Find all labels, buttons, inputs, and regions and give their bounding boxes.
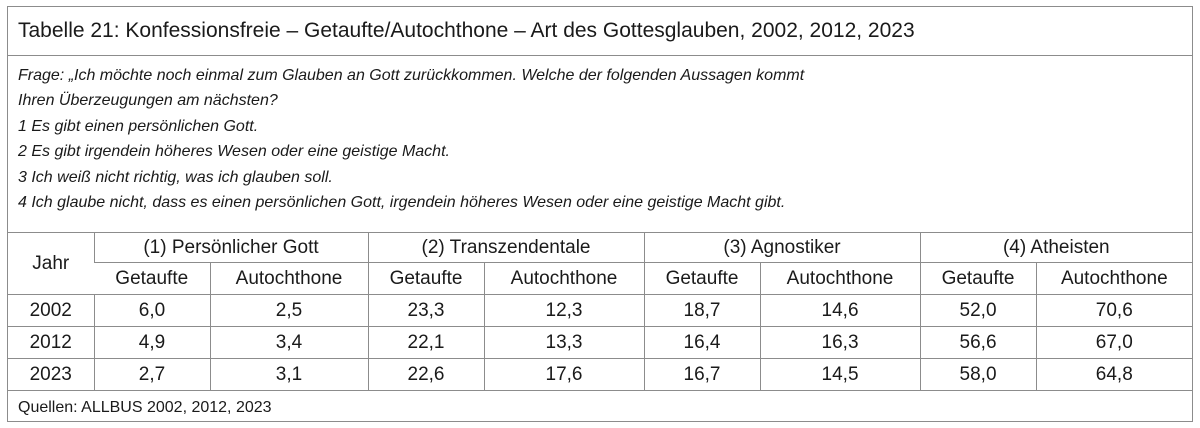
group-header-atheists: (4) Atheisten — [920, 233, 1192, 263]
group-header-agnostics: (3) Agnostiker — [644, 233, 920, 263]
table-row — [8, 327, 1192, 359]
subheader-getaufte: Getaufte — [94, 263, 210, 295]
value-cell: 70,6 — [1036, 295, 1192, 327]
table-row — [8, 295, 1192, 327]
answer-option-3: 3 Ich weiß nicht richtig, was ich glauben soll. — [18, 168, 333, 186]
group-header-personal-god: (1) Persönlicher Gott — [94, 233, 368, 263]
value-cell: 16,7 — [644, 359, 760, 391]
year-cell: 2002 — [8, 295, 94, 327]
table-row — [8, 359, 1192, 391]
table-title: Tabelle 21: Konfessionsfreie – Getaufte/Autochthone – Art des Gottesglauben, 2002, 2012, 2023 — [8, 7, 1192, 56]
value-cell: 6,0 — [94, 295, 210, 327]
value-cell: 16,3 — [760, 327, 920, 359]
subheader-getaufte: Getaufte — [644, 263, 760, 295]
value-cell: 3,1 — [210, 359, 368, 391]
value-cell: 64,8 — [1036, 359, 1192, 391]
value-cell: 16,4 — [644, 327, 760, 359]
value-cell: 17,6 — [484, 359, 644, 391]
year-cell: 2012 — [8, 327, 94, 359]
subheader-autochthone: Autochthone — [1036, 263, 1192, 295]
value-cell: 2,5 — [210, 295, 368, 327]
value-cell: 13,3 — [484, 327, 644, 359]
value-cell: 52,0 — [920, 295, 1036, 327]
subheader-autochthone: Autochthone — [484, 263, 644, 295]
subheader-getaufte: Getaufte — [368, 263, 484, 295]
value-cell: 2,7 — [94, 359, 210, 391]
question-line: Ihren Überzeugungen am nächsten? — [18, 92, 278, 110]
value-cell: 22,6 — [368, 359, 484, 391]
value-cell: 23,3 — [368, 295, 484, 327]
question-block — [8, 56, 1192, 233]
value-cell: 22,1 — [368, 327, 484, 359]
subheader-getaufte: Getaufte — [920, 263, 1036, 295]
subheader-autochthone: Autochthone — [760, 263, 920, 295]
source-note: Quellen: ALLBUS 2002, 2012, 2023 — [18, 399, 272, 416]
table-frame — [7, 6, 1193, 422]
value-cell: 18,7 — [644, 295, 760, 327]
question-line: Frage: „Ich möchte noch einmal zum Glauben an Gott zurückkommen. Welche der folgenden Aussagen kommt — [18, 67, 805, 84]
subheader-row — [8, 263, 1192, 295]
value-cell: 58,0 — [920, 359, 1036, 391]
answer-option-2: 2 Es gibt irgendein höheres Wesen oder eine geistige Macht. — [18, 143, 450, 161]
subheader-autochthone: Autochthone — [210, 263, 368, 295]
answer-option-1: 1 Es gibt einen persönlichen Gott. — [18, 117, 259, 135]
year-cell: 2023 — [8, 359, 94, 391]
year-header: Jahr — [8, 233, 94, 295]
group-header-transcendental: (2) Transzendentale — [368, 233, 644, 263]
value-cell: 67,0 — [1036, 327, 1192, 359]
value-cell: 3,4 — [210, 327, 368, 359]
value-cell: 4,9 — [94, 327, 210, 359]
value-cell: 12,3 — [484, 295, 644, 327]
answer-option-4: 4 Ich glaube nicht, dass es einen persönlichen Gott, irgendein höheres Wesen oder eine geistige Macht gibt. — [18, 194, 786, 212]
value-cell: 56,6 — [920, 327, 1036, 359]
data-table — [8, 233, 1192, 391]
value-cell: 14,6 — [760, 295, 920, 327]
group-header-row — [8, 233, 1192, 263]
value-cell: 14,5 — [760, 359, 920, 391]
